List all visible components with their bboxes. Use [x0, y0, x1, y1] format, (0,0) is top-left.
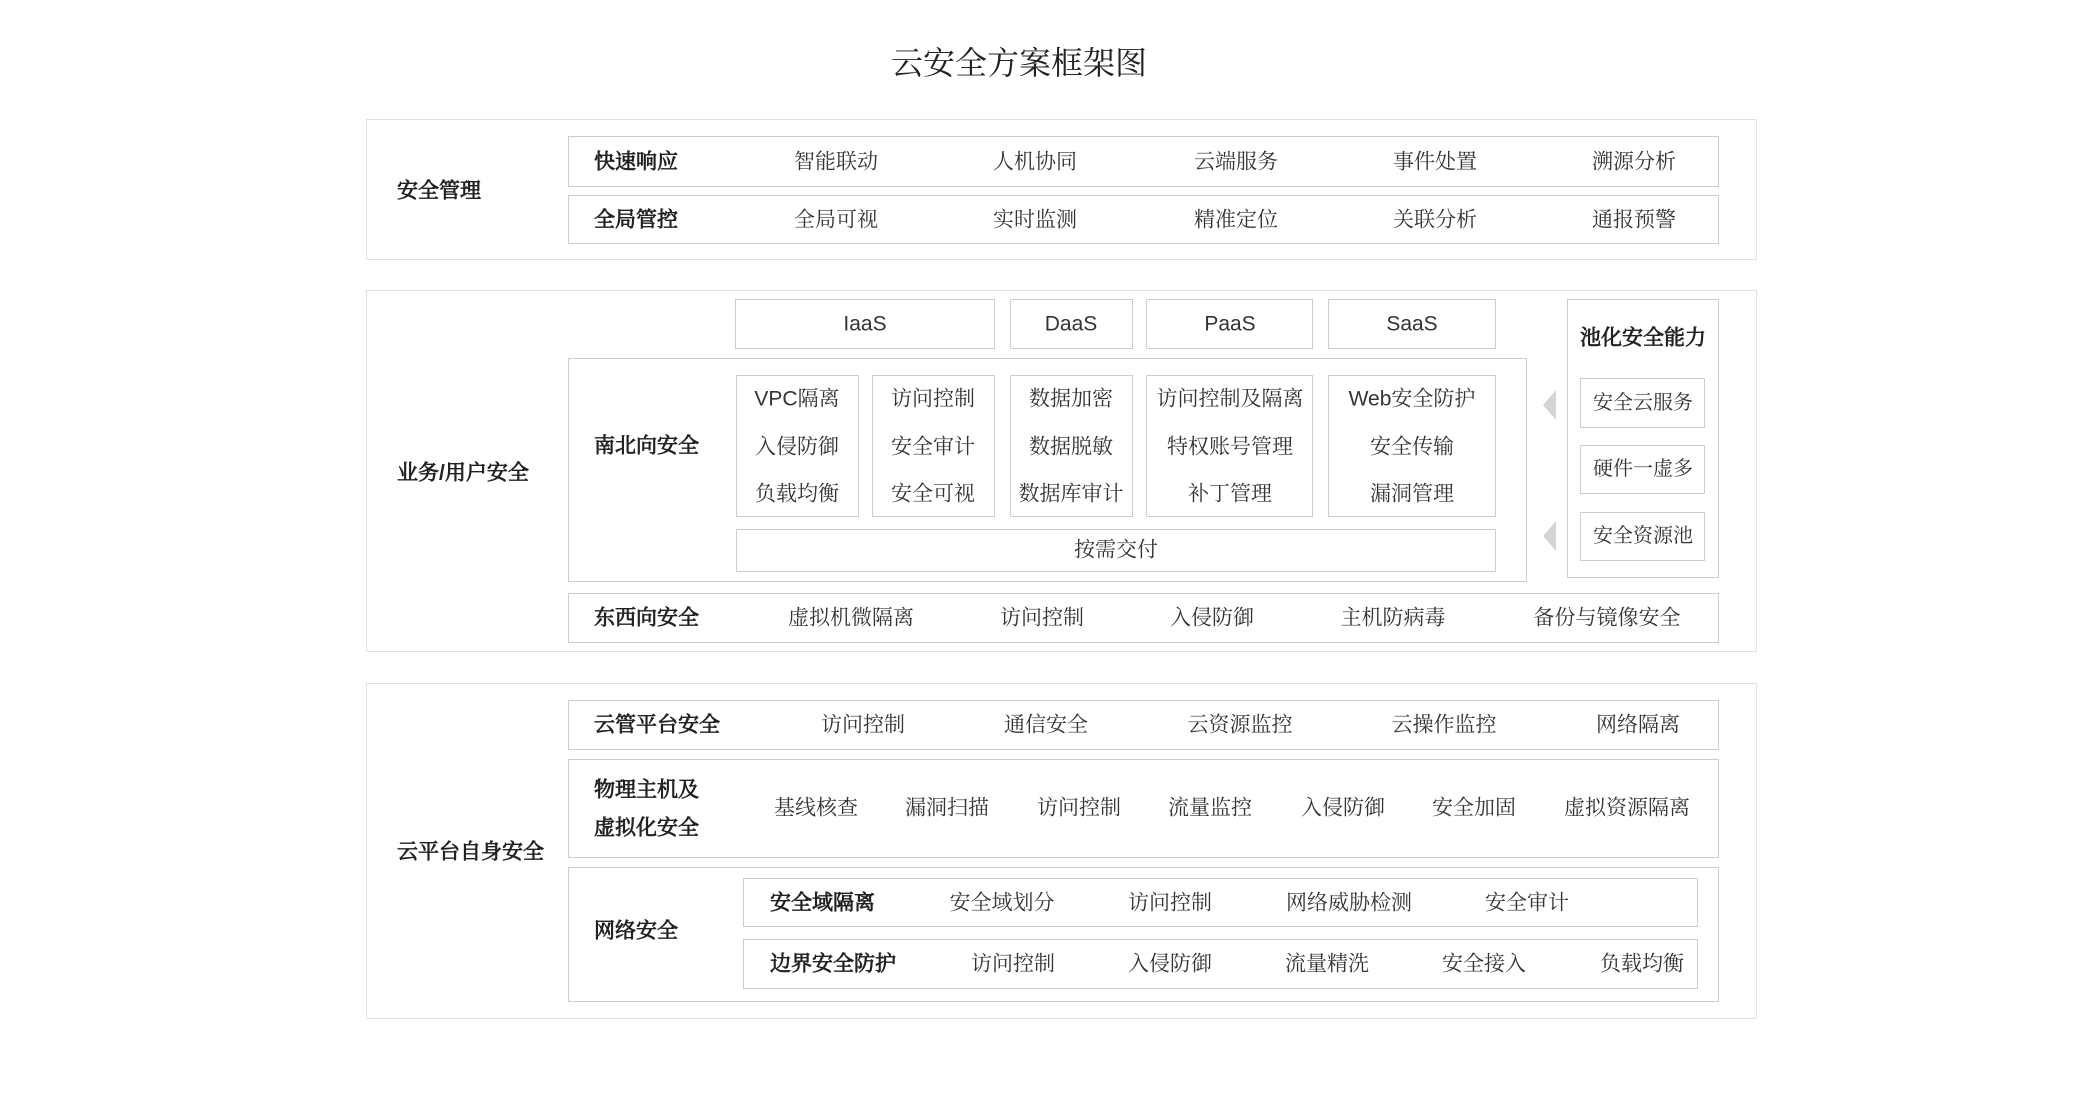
row-item: 访问控制 — [1037, 796, 1121, 820]
ns-item: VPC隔离 — [754, 387, 840, 411]
cmp-row — [568, 700, 1719, 750]
row-item: 关联分析 — [1393, 208, 1477, 232]
section-platform-label: 云平台自身安全 — [397, 840, 544, 864]
cmp-label: 云管平台安全 — [594, 713, 720, 737]
row-item: 网络隔离 — [1596, 713, 1680, 737]
network-row-label: 边界安全防护 — [770, 952, 896, 976]
row-item: 访问控制 — [821, 713, 905, 737]
ns-item: 安全传输 — [1370, 435, 1454, 459]
row-item: 事件处置 — [1393, 150, 1477, 174]
row-item: 入侵防御 — [1301, 796, 1385, 820]
row-item: 通报预警 — [1592, 208, 1676, 232]
row-item: 安全加固 — [1432, 796, 1516, 820]
row-label: 全局管控 — [594, 208, 678, 232]
host-row — [568, 759, 1719, 858]
network-row-label: 安全域隔离 — [770, 891, 875, 915]
row-item: 流量监控 — [1168, 796, 1252, 820]
host-label-line: 虚拟化安全 — [594, 816, 699, 840]
row-item: 精准定位 — [1194, 208, 1278, 232]
ns-item: 数据脱敏 — [1029, 435, 1113, 459]
on-demand-delivery-label: 按需交付 — [1074, 538, 1158, 562]
east-west-label: 东西向安全 — [594, 606, 699, 630]
row-item: 负载均衡 — [1600, 952, 1684, 976]
ns-item: 安全审计 — [891, 435, 975, 459]
ns-item: 数据库审计 — [1018, 482, 1124, 506]
row-item: 虚拟机微隔离 — [788, 606, 914, 630]
row-item: 云资源监控 — [1187, 713, 1293, 737]
ns-item: 数据加密 — [1029, 387, 1113, 411]
row-item: 基线核查 — [774, 796, 858, 820]
row-item: 安全审计 — [1485, 891, 1569, 915]
pool-item: 硬件一虚多 — [1593, 458, 1693, 480]
row-item: 智能联动 — [794, 150, 878, 174]
network-label: 网络安全 — [594, 919, 678, 943]
ns-item: 补丁管理 — [1188, 482, 1272, 506]
ns-item: 特权账号管理 — [1167, 435, 1293, 459]
arrow-left-icon — [1543, 390, 1556, 420]
row-item: 虚拟资源隔离 — [1564, 796, 1690, 820]
pool-item: 安全云服务 — [1593, 392, 1693, 414]
row-item: 入侵防御 — [1128, 952, 1212, 976]
row-item: 入侵防御 — [1170, 606, 1254, 630]
service-model-label: DaaS — [1044, 312, 1098, 336]
row-item: 安全接入 — [1442, 952, 1526, 976]
section-management-label: 安全管理 — [397, 179, 481, 203]
row-item: 访问控制 — [1128, 891, 1212, 915]
ns-item: 访问控制 — [891, 387, 975, 411]
row-item: 漏洞扫描 — [905, 796, 989, 820]
management-row-rapid-response — [568, 136, 1719, 187]
arrow-left-icon — [1543, 521, 1556, 551]
north-south-label: 南北向安全 — [594, 434, 699, 458]
ns-item: 访问控制及隔离 — [1156, 387, 1304, 411]
service-model-label: IaaS — [843, 312, 887, 336]
row-item: 溯源分析 — [1592, 150, 1676, 174]
row-item: 流量精洗 — [1285, 952, 1369, 976]
row-item: 人机协同 — [993, 150, 1077, 174]
row-item: 云操作监控 — [1391, 713, 1497, 737]
pool-item: 安全资源池 — [1593, 525, 1693, 547]
ns-item: Web安全防护 — [1348, 387, 1476, 411]
row-item: 访问控制 — [971, 952, 1055, 976]
ns-item: 漏洞管理 — [1370, 482, 1454, 506]
row-item: 主机防病毒 — [1340, 606, 1446, 630]
row-item: 网络威胁检测 — [1286, 891, 1412, 915]
row-label: 快速响应 — [594, 150, 678, 174]
row-item: 备份与镜像安全 — [1533, 606, 1681, 630]
row-item: 全局可视 — [794, 208, 878, 232]
pool-title: 池化安全能力 — [1580, 326, 1706, 350]
host-label-line: 物理主机及 — [594, 778, 699, 802]
section-business-label: 业务/用户安全 — [397, 461, 529, 485]
management-row-global-control — [568, 195, 1719, 244]
ns-item: 负载均衡 — [755, 482, 839, 506]
row-item: 实时监测 — [993, 208, 1077, 232]
row-item: 安全域划分 — [949, 891, 1055, 915]
row-item: 云端服务 — [1194, 150, 1278, 174]
diagram-title: 云安全方案框架图 — [890, 45, 1148, 81]
ns-item: 安全可视 — [891, 482, 975, 506]
row-item: 通信安全 — [1004, 713, 1088, 737]
ns-item: 入侵防御 — [755, 435, 839, 459]
row-item: 访问控制 — [1000, 606, 1084, 630]
service-model-label: SaaS — [1386, 312, 1438, 336]
service-model-label: PaaS — [1204, 312, 1256, 336]
